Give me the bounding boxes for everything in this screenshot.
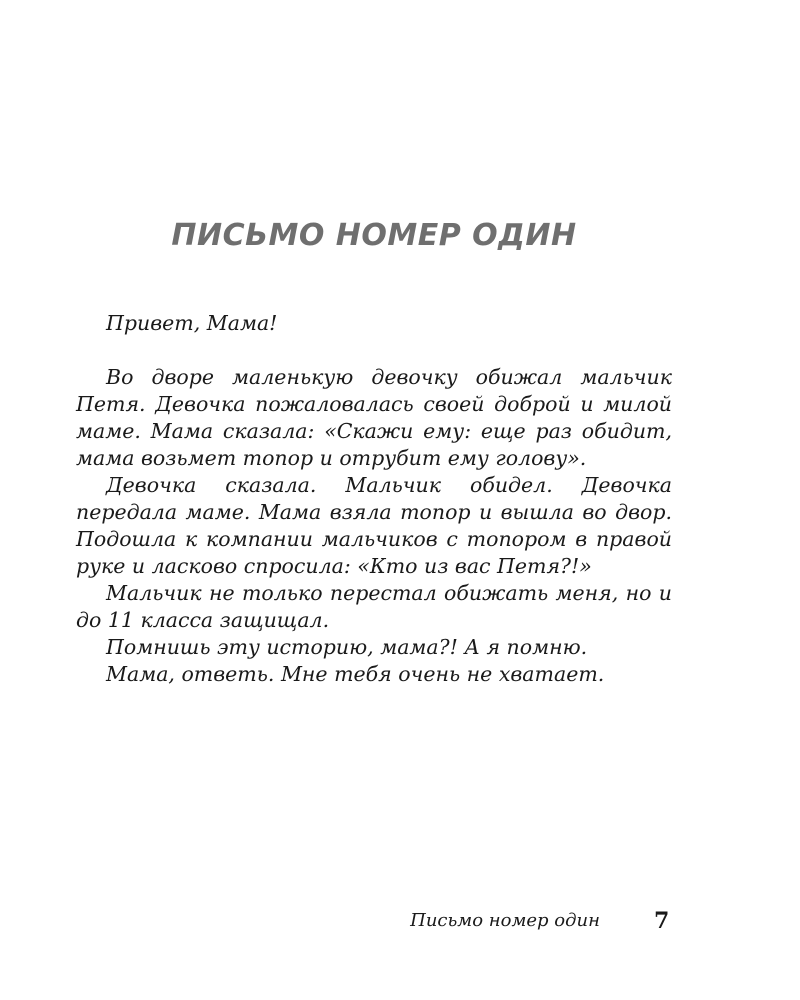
letter-body xyxy=(76,310,672,688)
letter-salutation: Привет, Мама! xyxy=(106,311,278,335)
letter-paragraph-1: Во дворе маленькую девочку обижал мальчик Петя. Девочка пожаловалась своей доброй и милой маме. Мама сказала: «Скажи ему: еще раз обидит, мама возьмет топор и отрубит ему голову». xyxy=(76,365,672,470)
letter-paragraph-4: Помнишь эту историю, мама?! А я помню. xyxy=(106,635,588,659)
running-title: Письмо номер один xyxy=(410,910,600,931)
chapter-title: ПИСЬМО НОМЕР ОДИН xyxy=(171,218,577,253)
page-footer xyxy=(0,908,800,938)
page-number: 7 xyxy=(654,908,670,934)
letter-paragraph-2: Девочка сказала. Мальчик обидел. Девочка передала маме. Мама взяла топор и вышла во двор. Подошла к компании мальчиков с топором в правой руке и ласково спросила: «Кто из вас Петя?!» xyxy=(76,473,672,578)
letter-paragraph-5: Мама, ответь. Мне тебя очень не хватает. xyxy=(106,662,605,686)
letter-paragraph-3: Мальчик не только перестал обижать меня, но и до 11 класса защищал. xyxy=(76,581,672,632)
